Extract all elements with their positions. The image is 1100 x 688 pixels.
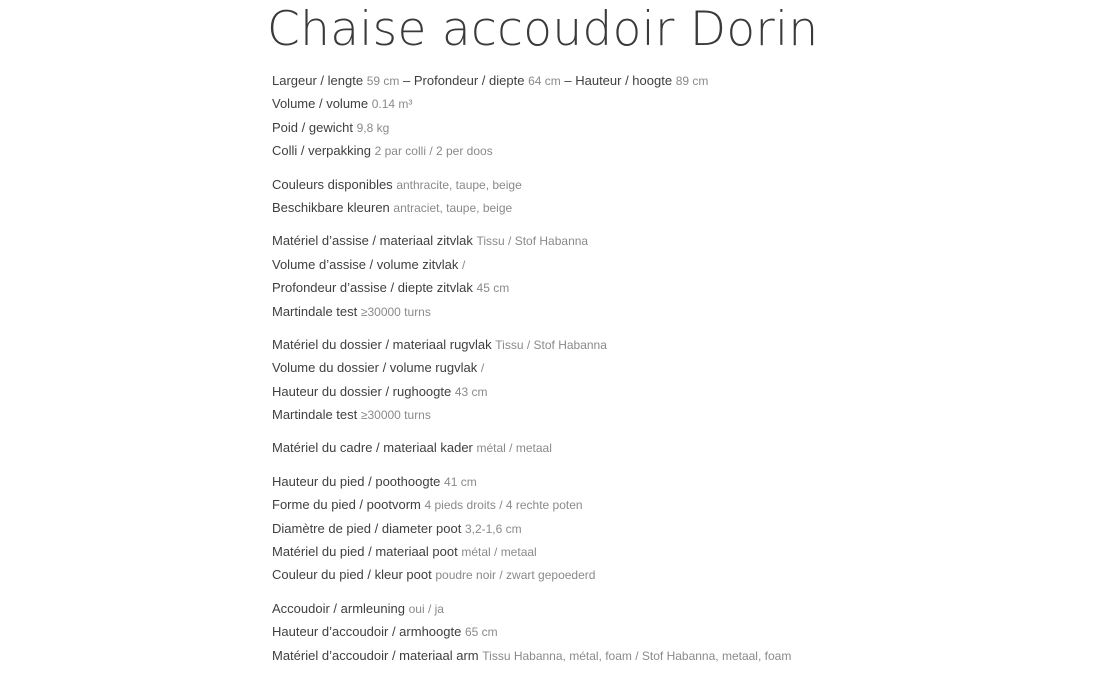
spec-label: Matériel d’assise / materiaal zitvlak — [272, 233, 473, 249]
spec-line — [272, 620, 1052, 643]
spec-value: Tissu / Stof Habanna — [495, 337, 607, 352]
spec-line — [272, 436, 1052, 459]
spec-label: Hauteur du pied / poothoogte — [272, 473, 441, 489]
spec-label: Forme du pied / pootvorm — [272, 497, 421, 513]
spec-group — [272, 333, 1052, 427]
spec-group — [272, 173, 1052, 220]
spec-label: Couleurs disponibles — [272, 176, 393, 192]
spec-value: 43 cm — [454, 384, 488, 399]
spec-value: oui / ja — [408, 601, 444, 616]
spec-line — [272, 517, 1052, 540]
spec-value: métal / metaal — [461, 545, 537, 560]
spec-line — [272, 116, 1052, 139]
spec-value: 65 cm — [464, 625, 498, 640]
spec-value: anthracite, taupe, beige — [396, 177, 522, 192]
spec-value: antraciet, taupe, beige — [393, 200, 513, 215]
spec-label: Largeur / lengte — [272, 73, 364, 88]
spec-value: 59 cm — [366, 74, 400, 88]
spec-value: 45 cm — [476, 281, 510, 296]
spec-value: 89 cm — [675, 74, 709, 88]
spec-line — [272, 493, 1052, 516]
spec-value: 9,8 kg — [356, 120, 390, 135]
spec-group — [272, 69, 1052, 163]
spec-label: Poid / gewicht — [272, 119, 353, 135]
spec-group — [272, 229, 1052, 323]
product-title: Chaise accoudoir Dorin — [267, 2, 819, 57]
spec-line — [272, 196, 1052, 219]
spec-label: Hauteur du dossier / rughoogte — [272, 383, 452, 399]
spec-label: Couleur du pied / kleur poot — [272, 567, 432, 583]
spec-value: 3,2-1,6 cm — [464, 521, 522, 536]
spec-value: Tissu / Stof Habanna — [476, 234, 589, 249]
spec-label: Martindale test — [272, 303, 358, 319]
spec-label: Matériel du pied / materiaal poot — [272, 544, 458, 560]
spec-value: / — [480, 361, 485, 376]
spec-line — [272, 380, 1052, 403]
spec-value: 41 cm — [444, 474, 477, 489]
spec-label: Accoudoir / armleuning — [272, 600, 405, 616]
spec-line — [272, 597, 1052, 620]
spec-label: Volume / volume — [272, 96, 369, 112]
spec-line — [272, 644, 1052, 667]
spec-label: Beschikbare kleuren — [272, 199, 390, 215]
spec-value: ≥30000 turns — [360, 304, 431, 319]
spec-group — [272, 597, 1052, 667]
spec-group — [272, 470, 1052, 587]
spec-value: 64 cm — [528, 74, 561, 88]
spec-line — [272, 173, 1052, 196]
spec-line — [272, 540, 1052, 563]
spec-label: Matériel d’accoudoir / materiaal arm — [272, 647, 479, 663]
spec-line — [272, 276, 1052, 299]
spec-line — [272, 229, 1052, 252]
spec-line — [272, 253, 1052, 276]
spec-line — [272, 139, 1052, 162]
spec-value: Tissu Habanna, métal, foam / Stof Habanna, metaal, foam — [482, 648, 792, 663]
spec-label: Hauteur d’accoudoir / armhoogte — [272, 624, 462, 640]
spec-group — [272, 436, 1052, 459]
spec-label: Colli / verpakking — [272, 143, 371, 159]
spec-line — [272, 356, 1052, 379]
spec-line — [272, 470, 1052, 493]
spec-label: Matériel du cadre / materiaal kader — [272, 440, 473, 456]
spec-line — [272, 300, 1052, 323]
spec-line — [272, 92, 1052, 115]
spec-line — [272, 69, 1052, 92]
spec-value: 0.14 m³ — [371, 97, 413, 112]
spec-value: poudre noir / zwart gepoederd — [435, 568, 596, 583]
spec-line — [272, 563, 1052, 586]
spec-value: / — [462, 257, 466, 272]
spec-value: métal / metaal — [476, 441, 552, 456]
spec-label: Volume du dossier / volume rugvlak — [272, 360, 478, 376]
spec-line — [272, 403, 1052, 426]
spec-value: ≥30000 turns — [360, 408, 431, 423]
spec-label: Martindale test — [272, 407, 358, 423]
spec-line — [272, 333, 1052, 356]
spec-label: Matériel du dossier / materiaal rugvlak — [272, 336, 492, 352]
spec-label: Profondeur d’assise / diepte zitvlak — [272, 280, 473, 296]
spec-value: 2 par colli / 2 per doos — [374, 144, 493, 159]
product-specifications — [272, 69, 1052, 677]
spec-value: 4 pieds droits / 4 rechte poten — [424, 498, 583, 513]
spec-label: Diamètre de pied / diameter poot — [272, 520, 462, 536]
spec-label: – Profondeur / diepte — [403, 73, 525, 88]
spec-label: – Hauteur / hoogte — [564, 73, 673, 88]
spec-label: Volume d’assise / volume zitvlak — [272, 256, 459, 272]
